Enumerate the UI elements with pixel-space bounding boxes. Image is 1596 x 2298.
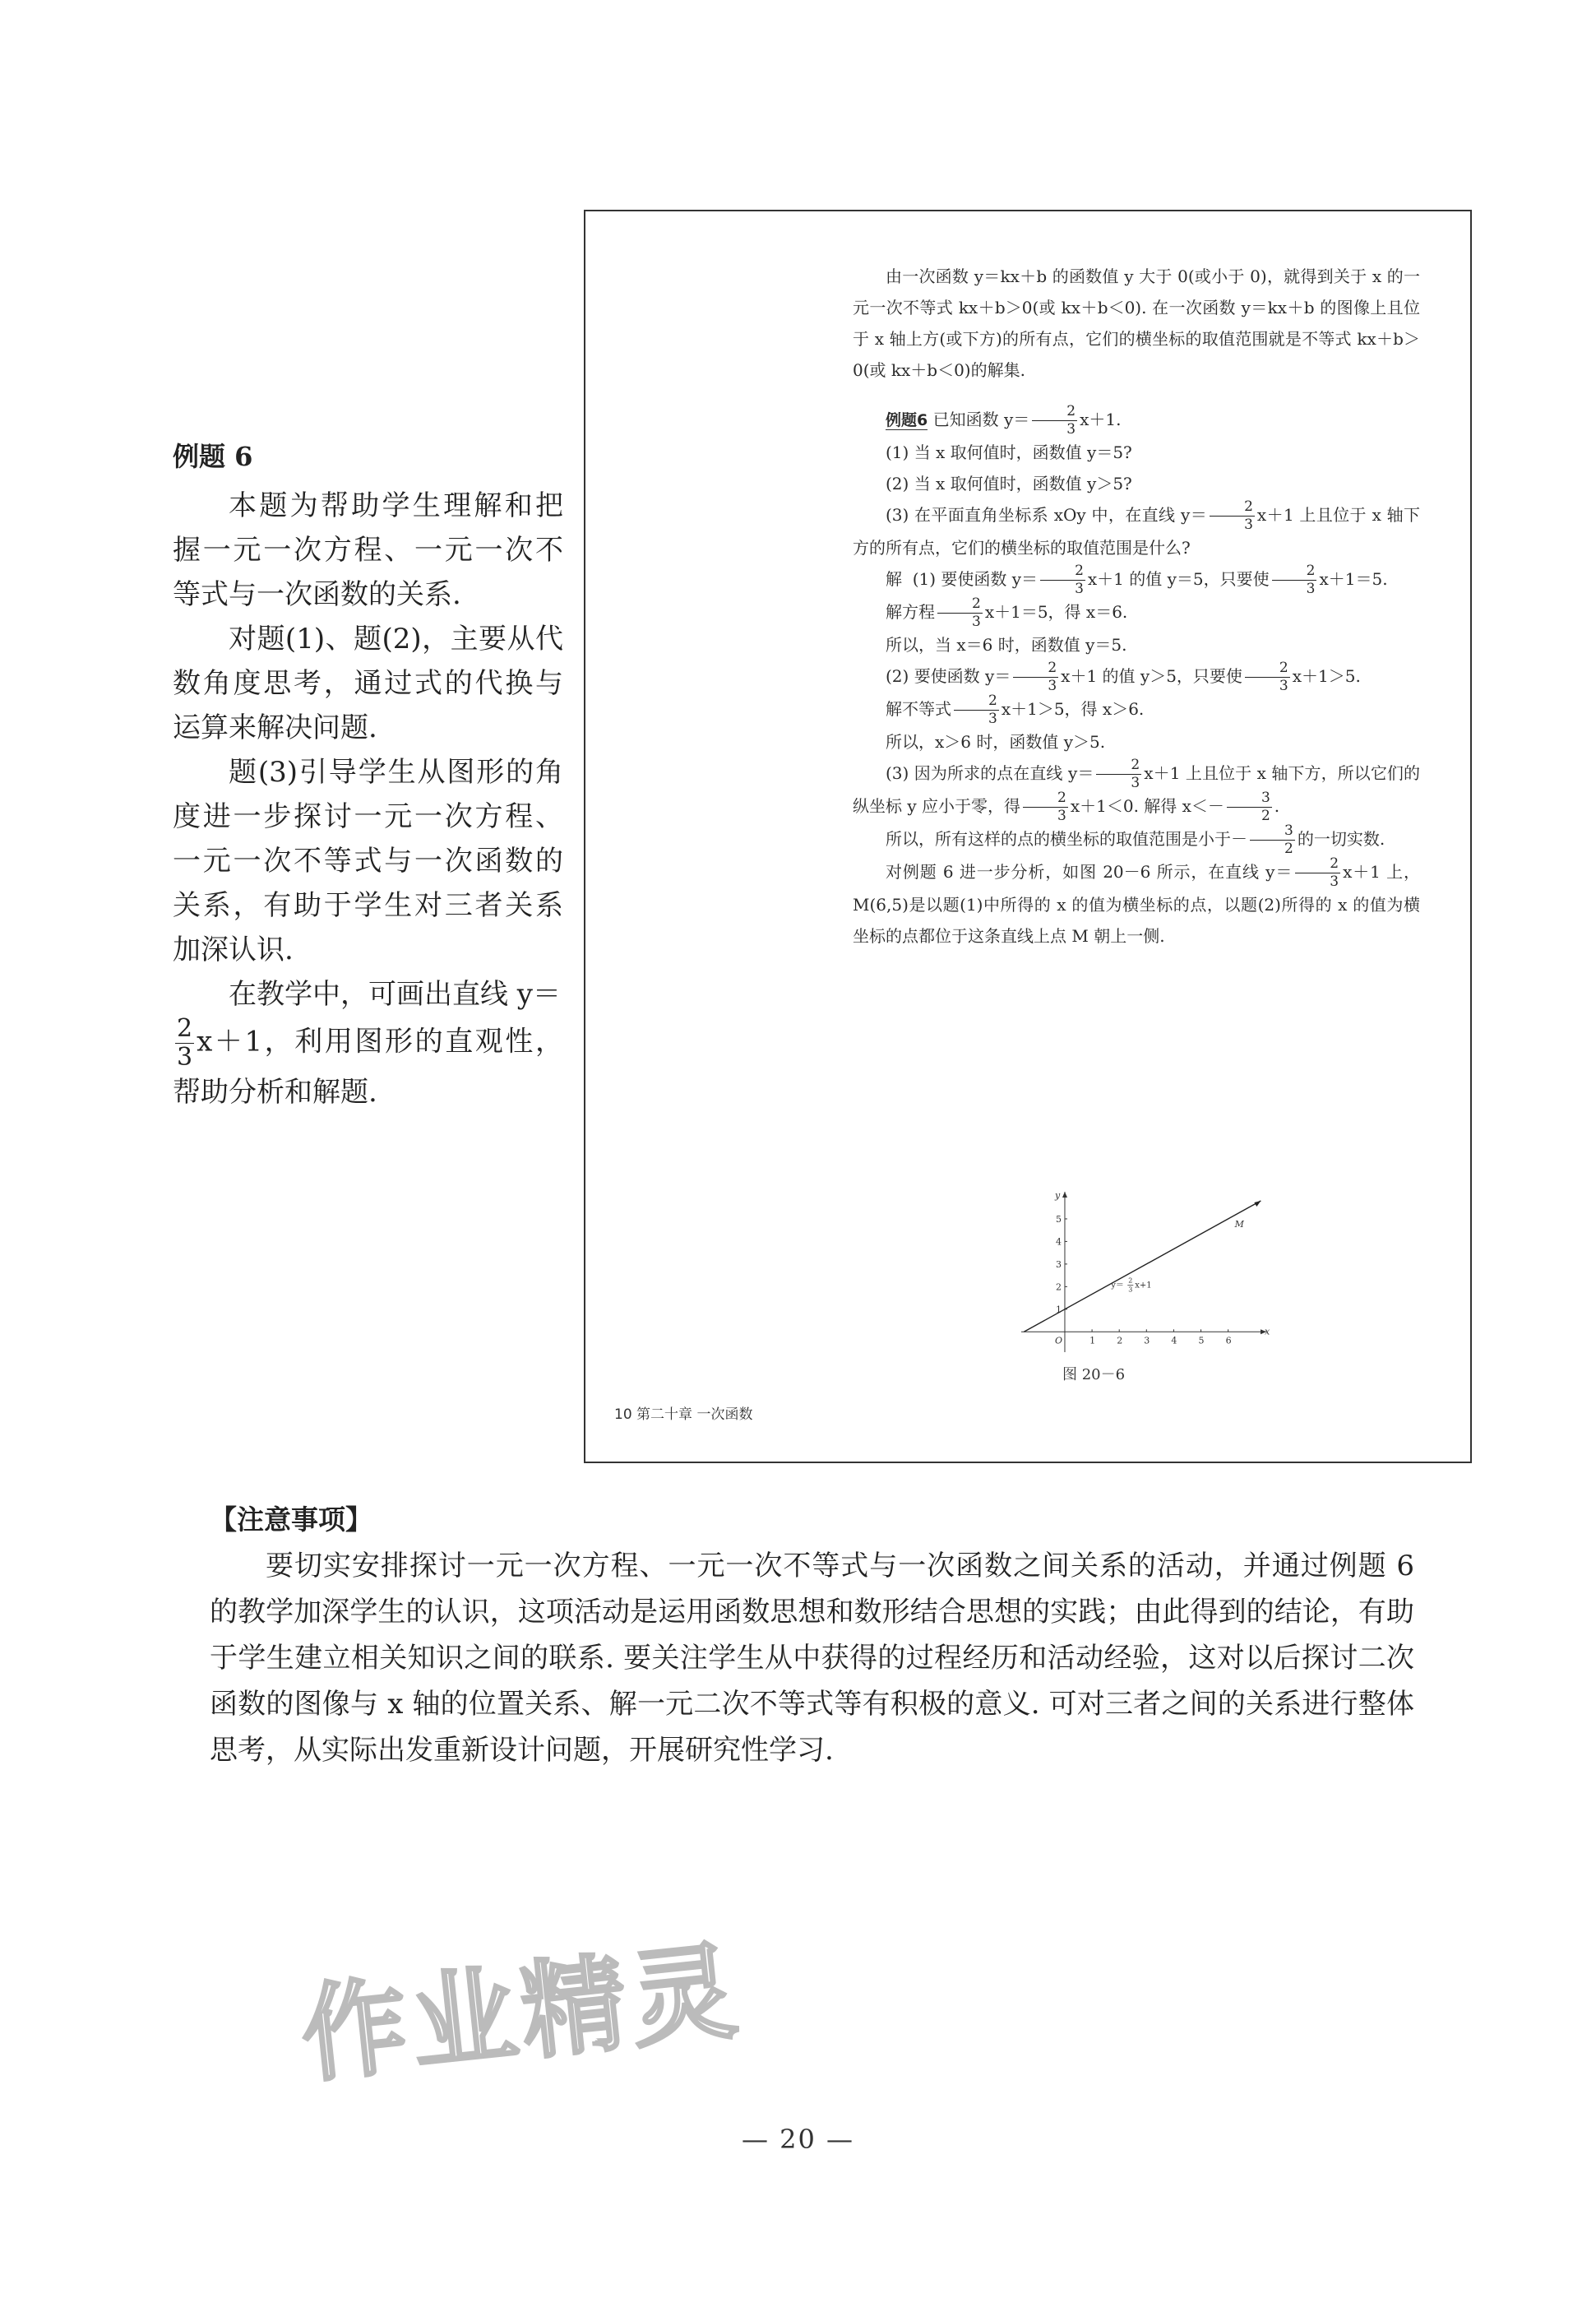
solution-8: 所以，所有这样的点的横坐标的取值范围是小于－ $\frac{3}{2}$ 的一切实数. [886, 822, 1386, 857]
book-page-footer: 10 第二十章 一次函数 [614, 1406, 753, 1423]
fraction: $\frac{2}{3}$ [1023, 791, 1068, 823]
equation-label-denominator: 3 [1128, 1286, 1133, 1294]
fraction: $\frac{2}{3}$ [1040, 564, 1085, 596]
fraction: $\frac{2}{3}$ [1272, 564, 1317, 596]
solution-6: 所以，x＞6 时，函数值 y＞5. [886, 732, 1106, 752]
fraction: $\frac{3}{2}$ [1250, 824, 1295, 856]
y-axis-arrow [1062, 1192, 1067, 1198]
x-tick-label: 4 [1171, 1335, 1177, 1346]
notice-section [210, 1497, 1414, 1773]
x-tick-label: 1 [1089, 1335, 1096, 1346]
question-3: (3) 在平面直角坐标系 xOy 中，在直线 y＝ $\frac{2}{3}$ x＋1 上且位于 x 轴下方的所有点，它们的横坐标的取值范围是什么? [853, 498, 1420, 558]
notice-heading: 【注意事项】 [210, 1503, 372, 1536]
x-axis-label: x [1265, 1326, 1270, 1337]
side-note-heading: 例题 6 [173, 441, 253, 472]
fraction: $\frac{2}{3}$ [1013, 661, 1058, 693]
x-tick-label: 3 [1144, 1335, 1150, 1346]
solution-5: 解不等式 $\frac{2}{3}$ x＋1＞5，得 x＞6. [886, 693, 1145, 727]
fraction: $\frac{2}{3}$ [937, 597, 983, 629]
fraction: $\frac{2}{3}$ [1295, 857, 1340, 889]
equation-label-prefix: y＝ [1111, 1281, 1124, 1290]
solution-1: 解 (1) 要使函数 y＝ $\frac{2}{3}$ x＋1 的值 y＝5，只要使 $\frac{2}{3}$ x＋1＝5. [886, 563, 1388, 597]
watermark: 作业精灵 [295, 1930, 747, 2098]
question-1: (1) 当 x 取何值时，函数值 y＝5? [886, 442, 1132, 462]
page-number: — 20 — [741, 2124, 855, 2155]
fraction: $\frac{2}{3}$ [954, 694, 999, 726]
y-axis-label: y [1054, 1190, 1061, 1201]
y-tick-label: 5 [1055, 1213, 1062, 1225]
solution-4: (2) 要使函数 y＝ $\frac{2}{3}$ x＋1 的值 y＞5，只要使 $\frac{2}{3}$ x＋1＞5. [886, 660, 1361, 694]
textbook-body [853, 261, 1420, 952]
fraction: $\frac{3}{2}$ [1227, 791, 1272, 823]
function-graph [1013, 1182, 1284, 1367]
y-tick-label: 2 [1055, 1281, 1062, 1293]
x-tick-label: 6 [1225, 1335, 1232, 1346]
y-tick-label: 4 [1055, 1236, 1062, 1248]
analysis-paragraph: 对例题 6 进一步分析，如图 20－6 所示，在直线 y＝ $\frac{2}{3}$ x＋1 上，M(6,5)是以题(1)中所得的 x 的值为横坐标的点，以题(2)所得的 x 的值为横坐标的点都位于这条直线上点 M 朝上一侧. [853, 855, 1420, 946]
solution-7: (3) 因为所求的点在直线 y＝ $\frac{2}{3}$ x＋1 上且位于 x 轴下方，所以它们的纵坐标 y 应小于零，得 $\frac{2}{3}$ x＋1＜0. 解得 x＜－ $\frac{3}{2}$ . [853, 757, 1421, 824]
function-line-arrow [1254, 1201, 1261, 1207]
point-m-label: M [1234, 1218, 1244, 1230]
figure-caption: 图 20－6 [1062, 1366, 1126, 1383]
side-note-paragraph: 在教学中，可画出直线 y＝ [229, 978, 562, 1011]
fraction: $\frac{2}{3}$ [177, 1014, 193, 1072]
side-note [173, 434, 563, 1114]
example-statement: 例题6 已知函数 y＝ $\frac{2}{3}$ x＋1. [886, 403, 1122, 438]
x-tick-label: 5 [1198, 1335, 1205, 1346]
side-note-paragraph: 本题为帮助学生理解和把握一元一次方程、一元一次不等式与一次函数的关系. [173, 489, 563, 611]
side-note-paragraph: $\frac{2}{3}$ x＋1，利用图形的直观性，帮助分析和解题. [173, 1014, 563, 1109]
question-2: (2) 当 x 取何值时，函数值 y＞5? [886, 474, 1132, 493]
textbook-page-excerpt [584, 210, 1472, 1463]
x-tick-label: 2 [1117, 1335, 1123, 1346]
solution-2: 解方程 $\frac{2}{3}$ x＋1＝5，得 x＝6. [886, 595, 1128, 630]
solution-3: 所以，当 x＝6 时，函数值 y＝5. [886, 635, 1127, 655]
side-note-paragraph: 题(3)引导学生从图形的角度进一步探讨一元一次方程、一元一次不等式与一次函数的关系，有助于学生对三者关系加深认识. [173, 756, 563, 966]
example-label: 例题6 [886, 411, 928, 429]
notice-body: 要切实安排探讨一元一次方程、一元一次不等式与一次函数之间关系的活动，并通过例题 6 的教学加深学生的认识，这项活动是运用函数思想和数形结合思想的实践；由此得到的结论，有助于学生建立相关知识之间的联系. 要关注学生从中获得的过程经历和活动经验，这对以后探讨二次函数的图像与 x 轴的位置关系、解一元二次不等式等有积极的意义. 可对三者之间的关系进行整体思考，从实际出发重新设计问题，开展研究性学习. [210, 1550, 1414, 1767]
y-tick-label: 1 [1055, 1304, 1062, 1315]
fraction: $\frac{2}{3}$ [1245, 661, 1290, 693]
intro-paragraph: 由一次函数 y＝kx＋b 的函数值 y 大于 0(或小于 0)，就得到关于 x 的一元一次不等式 kx＋b＞0(或 kx＋b＜0). 在一次函数 y＝kx＋b 的图像上且位于 x 轴上方(或下方)的所有点，它们的横坐标的取值范围就是不等式 kx＋b＞0(或 kx＋b＜0)的解集. [853, 266, 1420, 380]
fraction: $\frac{2}{3}$ [1096, 758, 1141, 790]
fraction: $\frac{2}{3}$ [1210, 500, 1255, 532]
origin-label: O [1054, 1335, 1063, 1346]
equation-label-suffix: x+1 [1135, 1281, 1152, 1290]
y-tick-label: 3 [1055, 1258, 1062, 1270]
fraction: $\frac{2}{3}$ [1032, 405, 1077, 437]
equation-label-numerator: 2 [1128, 1276, 1133, 1285]
side-note-paragraph: 对题(1)、题(2)，主要从代数角度思考，通过式的代换与运算来解决问题. [173, 623, 563, 744]
